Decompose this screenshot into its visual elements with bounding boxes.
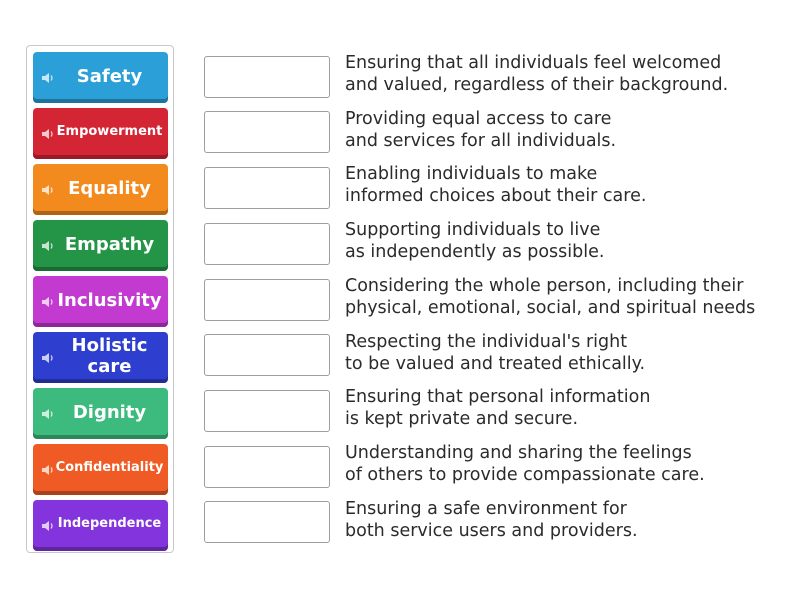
drop-slot-5[interactable] (204, 279, 330, 321)
drop-slot-7[interactable] (204, 390, 330, 432)
tile-empathy[interactable] (33, 220, 168, 271)
speaker-icon[interactable] (41, 519, 55, 533)
speaker-icon[interactable] (41, 295, 55, 309)
tile-dignity[interactable] (33, 388, 168, 439)
drop-slot-4[interactable] (204, 223, 330, 265)
answer-tiles-panel (26, 45, 174, 553)
drop-slot-2[interactable] (204, 111, 330, 153)
tile-label: Confidentiality (55, 460, 164, 475)
drop-slot-6[interactable] (204, 334, 330, 376)
tile-confidentiality[interactable] (33, 444, 168, 495)
description-7: Ensuring that personal information is kept private and secure. (345, 387, 651, 429)
drop-slot-9[interactable] (204, 501, 330, 543)
speaker-icon[interactable] (41, 183, 55, 197)
tile-label: Safety (76, 65, 143, 87)
tile-label: Dignity (72, 401, 147, 423)
tile-safety[interactable] (33, 52, 168, 103)
speaker-icon[interactable] (41, 127, 55, 141)
tile-label: Empowerment (56, 124, 163, 139)
drop-slot-1[interactable] (204, 56, 330, 98)
description-5: Considering the whole person, including their physical, emotional, social, and spiritual needs (345, 276, 756, 318)
tile-empowerment[interactable] (33, 108, 168, 159)
description-6: Respecting the individual's right to be valued and treated ethically. (345, 332, 646, 374)
tile-label: Independence (57, 516, 162, 531)
drop-slot-3[interactable] (204, 167, 330, 209)
tile-label: Inclusivity (57, 289, 162, 311)
description-8: Understanding and sharing the feelings of others to provide compassionate care. (345, 443, 705, 485)
tile-independence[interactable] (33, 500, 168, 551)
speaker-icon[interactable] (41, 407, 55, 421)
description-9: Ensuring a safe environment for both service users and providers. (345, 499, 638, 541)
description-4: Supporting individuals to live as independently as possible. (345, 220, 605, 262)
description-1: Ensuring that all individuals feel welcomed and valued, regardless of their background. (345, 53, 729, 95)
tile-inclusivity[interactable] (33, 276, 168, 327)
tile-label: Holistic care (71, 335, 148, 377)
tile-holistic-care[interactable] (33, 332, 168, 383)
tile-label: Empathy (64, 233, 155, 255)
speaker-icon[interactable] (41, 71, 55, 85)
tile-equality[interactable] (33, 164, 168, 215)
speaker-icon[interactable] (41, 463, 55, 477)
tile-label: Equality (68, 177, 151, 199)
description-2: Providing equal access to care and services for all individuals. (345, 109, 617, 151)
description-3: Enabling individuals to make informed choices about their care. (345, 164, 647, 206)
speaker-icon[interactable] (41, 239, 55, 253)
speaker-icon[interactable] (41, 351, 55, 365)
drop-slot-8[interactable] (204, 446, 330, 488)
